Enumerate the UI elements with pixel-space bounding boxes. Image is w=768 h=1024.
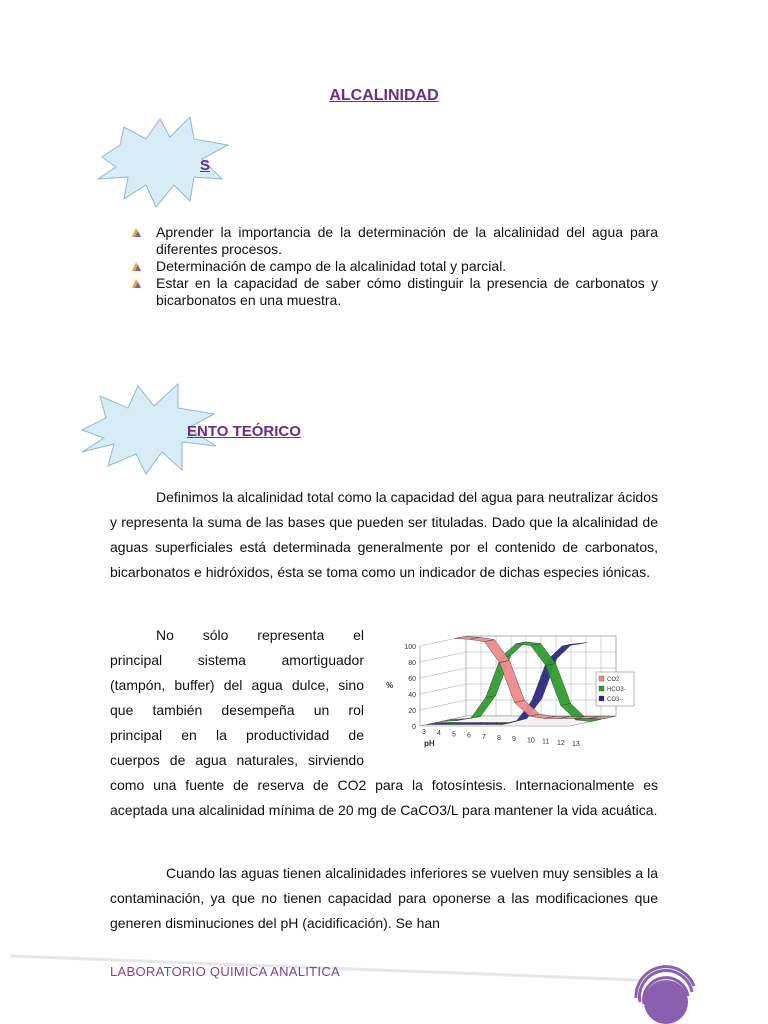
text-line: (tampón, buffer) del agua dulce, sino	[110, 677, 364, 693]
footer-logo-icon	[628, 958, 702, 1024]
chart-gridline	[420, 684, 466, 694]
chart-legend-swatch	[599, 686, 604, 691]
chart-xtick-label: 12	[557, 739, 565, 747]
text-line: No sólo representa el	[156, 627, 364, 643]
footer-text: LABORATORIO QUIMICA ANALITICA	[110, 964, 340, 979]
chart-xtick-label: 10	[527, 737, 535, 745]
chart-xtick-label: 4	[437, 730, 441, 738]
text-line: principal en la productividad de	[110, 727, 364, 743]
chart-legend-label: CO2	[607, 677, 620, 683]
bullet-icon	[132, 228, 141, 237]
chart-ytick-label: 80	[408, 660, 416, 667]
paragraph: Definimos la alcalinidad total como la capacidad del agua para neutralizar ácidos y representa la suma de las bases que pueden ser tituladas. Dado que la alcalinidad de aguas superficiales está determinada generalmente por el contenido de carbonatos, bicarbonatos e hidróxidos, ésta se toma como un indicador de dichas especies iónicas.	[110, 489, 658, 580]
text-line: cuerpos de agua naturales, sirviendo	[110, 752, 364, 768]
chart-legend-label: HCO3-	[607, 687, 626, 693]
text-line: principal sistema amortiguador	[110, 652, 364, 668]
chart-ytick-label: 40	[408, 692, 416, 699]
chart-xtick-label: 5	[452, 731, 456, 739]
chart-xtick-label: 9	[512, 736, 516, 744]
bullet-icon	[132, 262, 141, 271]
chart-xtick-label: 13	[572, 741, 580, 748]
starburst-shape	[90, 115, 235, 210]
paragraph-wrapped	[110, 623, 364, 773]
chart-legend-swatch	[599, 676, 604, 681]
chart-xtick-label: 11	[542, 738, 550, 746]
chart-gridline	[420, 652, 466, 662]
chart-svg	[380, 628, 660, 776]
objective-text: Estar en la capacidad de saber cómo distinguir la presencia de carbonatos y bicarbonatos en una muestra.	[156, 275, 658, 308]
objective-text: Determinación de campo de la alcalinidad total y parcial.	[156, 258, 507, 274]
paragraph: como una fuente de reserva de CO2 para la fotosíntesis. Internacionalmente es aceptada una alcalinidad mínima de 20 mg de CaCO3/L para mantener la vida acuática.	[110, 777, 658, 818]
chart-xtick-label: 3	[422, 729, 426, 736]
speciation-chart	[380, 628, 660, 776]
objective-text: Aprender la importancia de la determinación de la alcalinidad del agua para diferentes procesos.	[156, 224, 658, 257]
chart-legend-swatch	[599, 696, 604, 701]
list-item	[132, 258, 658, 275]
chart-ylabel: %	[386, 681, 394, 690]
chart-ytick-label: 100	[404, 644, 416, 651]
page-title: ALCALINIDAD	[329, 87, 439, 104]
objectives-list	[132, 224, 658, 309]
bullet-icon	[132, 279, 141, 288]
list-item	[132, 224, 658, 258]
list-item	[132, 275, 658, 309]
text-line: que también desempeña un rol	[110, 702, 364, 718]
chart-gridline	[420, 668, 466, 678]
chart-ytick-label: 20	[408, 708, 416, 715]
chart-ytick-label: 0	[412, 724, 416, 731]
paragraph: Cuando las aguas tienen alcalinidades inferiores se vuelven muy sensibles a la contaminación, ya que no tienen capacidad para oponerse a las modificaciones que generen disminuciones del pH (acidificación). Se han	[110, 865, 658, 931]
chart-ytick-label: 60	[408, 676, 416, 683]
chart-xlabel: pH	[424, 739, 435, 748]
chart-xtick-label: 6	[467, 732, 471, 740]
chart-xtick-label: 7	[482, 733, 486, 741]
chart-gridline	[420, 700, 466, 710]
chart-legend-label: CO3--	[607, 697, 624, 703]
theory-heading: ENTO TEÓRICO	[187, 423, 301, 440]
objectives-heading: S	[200, 157, 211, 174]
chart-xtick-label: 8	[497, 735, 501, 742]
